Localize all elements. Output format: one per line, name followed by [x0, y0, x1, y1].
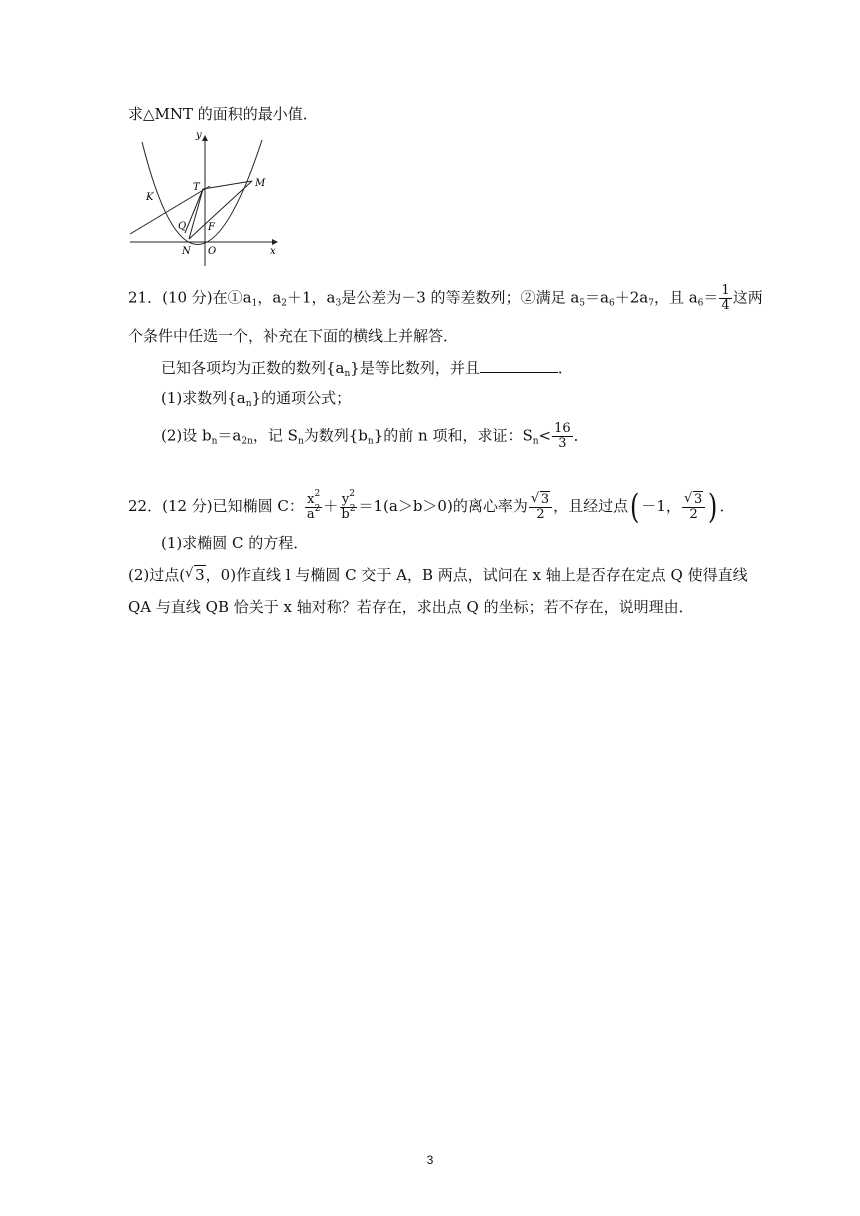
- label-T: T: [193, 182, 200, 193]
- question-22-part-1: (1)求椭圆 C 的方程．: [161, 534, 309, 552]
- label-M: M: [255, 178, 266, 189]
- question-20-conclusion: 求△MNT 的面积的最小值．: [128, 105, 318, 123]
- label-F: F: [208, 222, 215, 233]
- fraction-eccentricity: √ $\frac{3}{2}$: [529, 493, 552, 522]
- segment-NT: [189, 189, 203, 239]
- fraction-one-quarter: $\frac{1}{4}$: [721, 283, 730, 313]
- label-O: O: [208, 246, 217, 257]
- y-axis-arrow: [202, 135, 208, 141]
- page-number: 3: [426, 1153, 434, 1167]
- label-Q: Q: [178, 221, 187, 232]
- question-22-part-2-line2: QA 与直线 QB 恰关于 x 轴对称？若存在，求出点 Q 的坐标；若不存在，说明理由．: [128, 598, 694, 616]
- line-through-T: [130, 186, 210, 234]
- x-axis-arrow: [272, 239, 278, 245]
- question-22-part-2: (2)过点(√ 3，0)作直线 l 与椭圆 C 交于 A，B 两点，试问在 x 轴上是否存在定点 Q 使得直线: [128, 565, 748, 585]
- fraction-16-thirds: $\frac{16}{3}$: [554, 421, 571, 451]
- question-21-condition: 已知各项均为正数的数列$\{a_n\}$是等比数列，并且 ．: [161, 359, 573, 379]
- question-21-part-1: (1)求数列$\{a_n\}$的通项公式；: [161, 389, 352, 409]
- question-21-stem: 21．(10 分)在$①a_1$，$a_2+1$，$a_3$是公差为－3 的等差数列；②满足 $a_5=a_6+2a_7$，且 $a_6=$ $\frac{1}{4}$ 这两: [128, 283, 763, 313]
- fraction-y2-b2: $\frac{y^2}{b^2}$: [341, 488, 356, 522]
- label-N: N: [182, 246, 191, 257]
- fraction-point-y: √ $\frac{3}{2}$: [682, 493, 705, 522]
- parabola-figure: [128, 128, 280, 268]
- label-y: y: [196, 130, 202, 141]
- question-21-stem-line2: 个条件中任选一个，补充在下面的横线上并解答．: [128, 327, 459, 345]
- label-K: K: [146, 192, 154, 203]
- label-x: x: [270, 246, 276, 257]
- fraction-x2-a2: $\frac{x^2}{a^2}$: [306, 488, 321, 522]
- question-22-stem: 22．(12 分)已知椭圆 C： $\frac{x^2}{a^2}$ ＋ $\frac{y^2}{b^2}$ ＝1(a＞b＞0)的离心率为 √ $\frac{3}{2}$ ，且经过点( －1， √ $\frac{3}{2}$ ) ．: [128, 490, 735, 524]
- fill-in-blank[interactable]: [480, 358, 558, 373]
- question-21-part-2: (2)设 $b_n=a_{2n}$，记 $S_n$为数列$\{b_n\}$的前 n 项和，求证：$S_n<$ $\frac{16}{3}$ ．: [161, 421, 589, 451]
